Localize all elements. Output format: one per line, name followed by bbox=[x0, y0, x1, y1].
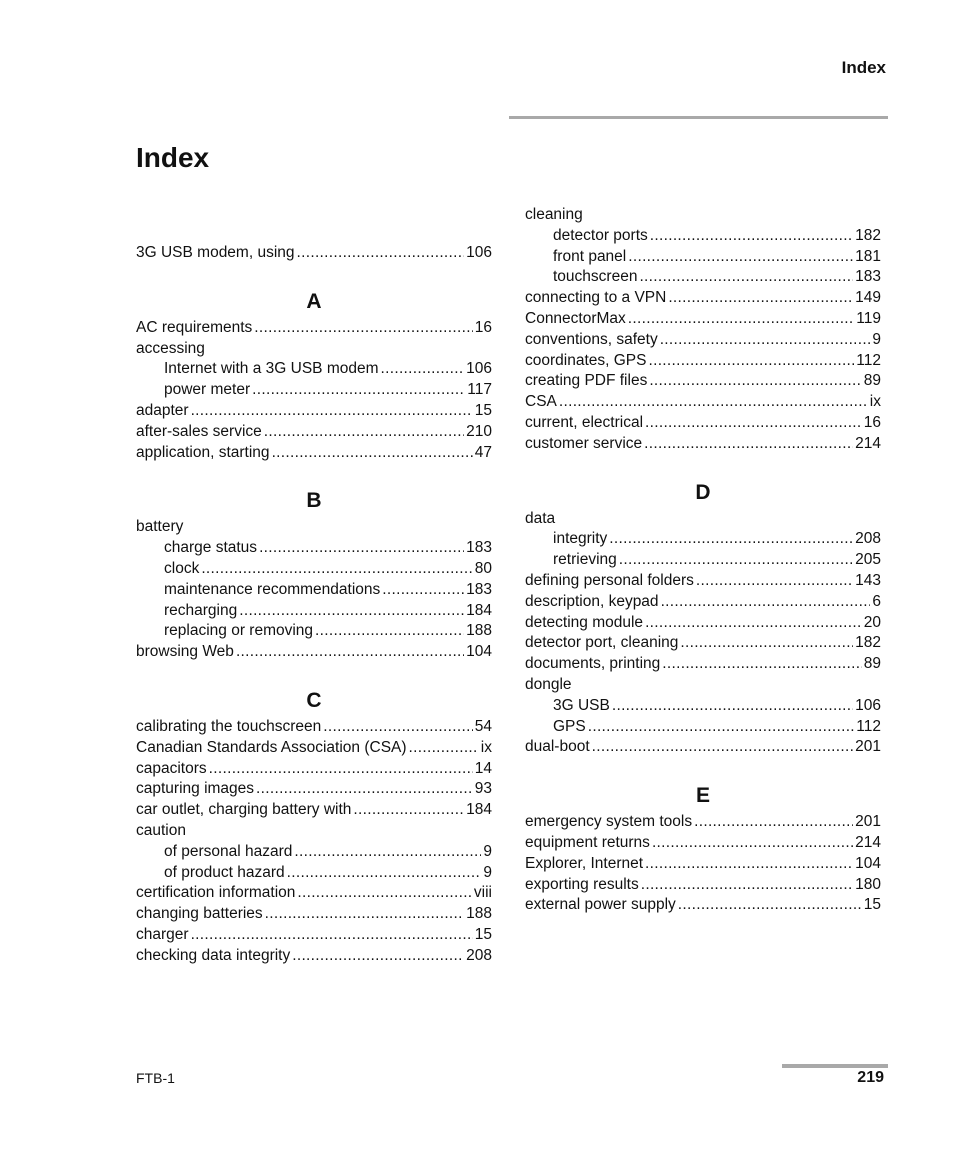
page-reference: ix bbox=[869, 393, 881, 411]
index-term: maintenance recommendations bbox=[164, 580, 381, 598]
index-term: charge status bbox=[164, 539, 258, 557]
dot-leader bbox=[191, 925, 473, 946]
page-reference: 16 bbox=[863, 413, 881, 431]
index-term: browsing Web bbox=[136, 643, 234, 661]
index-term: car outlet, charging battery with bbox=[136, 801, 352, 819]
index-entry bbox=[525, 654, 881, 675]
index-entry bbox=[136, 243, 492, 264]
dot-leader bbox=[680, 633, 853, 654]
index-entry bbox=[525, 592, 881, 613]
page-reference: 184 bbox=[466, 601, 492, 619]
index-term: clock bbox=[164, 559, 200, 577]
index-entry bbox=[136, 946, 492, 967]
index-subentry bbox=[525, 550, 881, 571]
index-term: capacitors bbox=[136, 759, 207, 777]
page-reference: 208 bbox=[466, 946, 492, 964]
page-reference: 183 bbox=[855, 268, 881, 286]
index-term: power meter bbox=[164, 381, 251, 399]
dot-leader bbox=[294, 842, 481, 863]
index-entry bbox=[136, 717, 492, 738]
dot-leader bbox=[661, 592, 871, 613]
dot-leader bbox=[254, 318, 472, 339]
index-term: calibrating the touchscreen bbox=[136, 717, 322, 735]
index-heading: accessing bbox=[136, 339, 205, 357]
index-term: application, starting bbox=[136, 443, 270, 461]
dot-leader bbox=[239, 601, 464, 622]
index-term: current, electrical bbox=[525, 413, 644, 431]
footer-page-number: 219 bbox=[857, 1069, 884, 1086]
index-subentry bbox=[136, 863, 492, 884]
page-reference: 201 bbox=[855, 813, 881, 831]
index-entry bbox=[525, 371, 881, 392]
index-term: Internet with a 3G USB modem bbox=[164, 360, 379, 378]
index-entry bbox=[525, 309, 881, 330]
index-term: documents, printing bbox=[525, 655, 661, 673]
index-entry bbox=[525, 413, 881, 434]
page-reference: 106 bbox=[466, 244, 492, 261]
header-rule bbox=[509, 116, 888, 119]
index-entry bbox=[525, 875, 881, 896]
dot-leader bbox=[641, 875, 853, 896]
page-reference: 54 bbox=[474, 717, 492, 735]
dot-leader bbox=[678, 895, 862, 916]
index-entry bbox=[136, 904, 492, 925]
index-term: customer service bbox=[525, 434, 643, 452]
page-reference: 15 bbox=[474, 925, 492, 943]
index-term: changing batteries bbox=[136, 905, 263, 923]
index-section-letter: A bbox=[306, 289, 322, 313]
dot-leader bbox=[612, 696, 853, 717]
page-reference: 184 bbox=[466, 801, 492, 819]
dot-leader bbox=[292, 946, 464, 967]
index-entry bbox=[525, 833, 881, 854]
page-reference: 112 bbox=[856, 717, 881, 735]
index-term: charger bbox=[136, 925, 189, 943]
index-entry bbox=[525, 633, 881, 654]
page-reference: 188 bbox=[466, 622, 492, 640]
index-column-left bbox=[136, 243, 492, 967]
index-heading: dongle bbox=[525, 675, 572, 693]
index-entry bbox=[136, 759, 492, 780]
dot-leader bbox=[236, 642, 464, 663]
index-subentry bbox=[136, 559, 492, 580]
index-term: checking data integrity bbox=[136, 946, 291, 964]
index-term: connecting to a VPN bbox=[525, 289, 667, 307]
page-reference: 208 bbox=[855, 530, 881, 548]
index-term: 3G USB bbox=[553, 696, 610, 714]
dot-leader bbox=[639, 267, 853, 288]
page-reference: 9 bbox=[483, 842, 492, 860]
index-subentry bbox=[525, 226, 881, 247]
index-term: Explorer, Internet bbox=[525, 854, 644, 872]
index-entry bbox=[136, 318, 492, 339]
dot-leader bbox=[696, 571, 853, 592]
index-term: ConnectorMax bbox=[525, 309, 626, 327]
index-entry bbox=[525, 812, 881, 833]
index-subentry bbox=[525, 696, 881, 717]
index-term: creating PDF files bbox=[525, 372, 648, 390]
index-term: of personal hazard bbox=[164, 842, 293, 860]
index-term: coordinates, GPS bbox=[525, 351, 647, 369]
page-reference: 9 bbox=[872, 330, 881, 348]
index-term: conventions, safety bbox=[525, 330, 658, 348]
index-section-letter: C bbox=[306, 688, 322, 712]
dot-leader bbox=[287, 863, 482, 884]
page-reference: 143 bbox=[855, 571, 881, 589]
page-reference: 181 bbox=[855, 247, 881, 265]
index-entry bbox=[136, 883, 492, 904]
index-term: 3G USB modem, using bbox=[136, 244, 295, 261]
index-subentry bbox=[136, 621, 492, 642]
index-term: detecting module bbox=[525, 613, 644, 631]
index-subentry bbox=[525, 267, 881, 288]
dot-leader bbox=[256, 779, 473, 800]
dot-leader bbox=[297, 243, 465, 264]
page-reference: 9 bbox=[483, 863, 492, 881]
page-reference: 80 bbox=[474, 559, 492, 577]
page-reference: 180 bbox=[855, 875, 881, 893]
index-entry bbox=[525, 895, 881, 916]
footer-rule bbox=[782, 1064, 888, 1068]
index-subentry bbox=[136, 538, 492, 559]
index-term: defining personal folders bbox=[525, 571, 694, 589]
dot-leader bbox=[209, 759, 473, 780]
page-reference: 117 bbox=[467, 381, 492, 399]
dot-leader bbox=[588, 717, 855, 738]
index-term: AC requirements bbox=[136, 318, 253, 336]
dot-leader bbox=[264, 422, 464, 443]
index-entry bbox=[136, 779, 492, 800]
dot-leader bbox=[645, 613, 862, 634]
index-term: exporting results bbox=[525, 875, 639, 893]
dot-leader bbox=[660, 330, 871, 351]
page-reference: 93 bbox=[474, 780, 492, 798]
page-reference: 15 bbox=[474, 401, 492, 419]
index-term: of product hazard bbox=[164, 863, 285, 881]
dot-leader bbox=[381, 359, 465, 380]
index-term: adapter bbox=[136, 401, 189, 419]
dot-leader bbox=[409, 738, 479, 759]
index-subentry bbox=[136, 359, 492, 380]
index-section-letter: E bbox=[695, 784, 710, 808]
page-reference: 104 bbox=[855, 854, 881, 872]
index-term: dual-boot bbox=[525, 738, 590, 756]
index-entry bbox=[136, 925, 492, 946]
dot-leader bbox=[559, 392, 868, 413]
index-term: external power supply bbox=[525, 896, 676, 914]
index-subentry bbox=[136, 580, 492, 601]
page-reference: 16 bbox=[474, 318, 492, 336]
page-title: Index bbox=[136, 142, 210, 173]
index-term: detector ports bbox=[553, 226, 648, 244]
index-column-right bbox=[525, 205, 881, 916]
index-term: GPS bbox=[553, 717, 586, 735]
page-reference: 182 bbox=[855, 226, 881, 244]
page-reference: 106 bbox=[855, 696, 881, 714]
page-reference: 182 bbox=[855, 634, 881, 652]
dot-leader bbox=[592, 737, 853, 758]
index-entry bbox=[136, 642, 492, 663]
index-entry bbox=[525, 571, 881, 592]
index-term: touchscreen bbox=[553, 268, 638, 286]
dot-leader bbox=[323, 717, 472, 738]
page-reference: viii bbox=[473, 884, 492, 902]
index-entry bbox=[136, 401, 492, 422]
page-reference: 89 bbox=[863, 655, 881, 673]
page-reference: 6 bbox=[872, 592, 881, 610]
index-heading: cleaning bbox=[525, 206, 583, 223]
footer-product: FTB-1 bbox=[136, 1070, 175, 1086]
index-entry bbox=[525, 288, 881, 309]
page-reference: 183 bbox=[466, 580, 492, 598]
dot-leader bbox=[382, 580, 464, 601]
dot-leader bbox=[644, 434, 853, 455]
page-reference: 14 bbox=[474, 759, 492, 777]
dot-leader bbox=[652, 833, 853, 854]
index-term: Canadian Standards Association (CSA) bbox=[136, 738, 407, 756]
page-reference: 20 bbox=[863, 613, 881, 631]
index-heading: battery bbox=[136, 518, 184, 536]
index-term: capturing images bbox=[136, 780, 255, 798]
dot-leader bbox=[619, 550, 853, 571]
dot-leader bbox=[297, 883, 472, 904]
index-term: certification information bbox=[136, 884, 296, 902]
index-entry bbox=[525, 351, 881, 372]
dot-leader bbox=[649, 371, 861, 392]
page-reference: 15 bbox=[863, 896, 881, 914]
page-reference: 210 bbox=[466, 422, 492, 440]
index-term: detector port, cleaning bbox=[525, 634, 679, 652]
dot-leader bbox=[609, 529, 853, 550]
index-term: retrieving bbox=[553, 551, 617, 569]
index-term: equipment returns bbox=[525, 833, 650, 851]
page-reference: 112 bbox=[856, 351, 881, 369]
page-reference: 183 bbox=[466, 539, 492, 557]
index-entry bbox=[136, 443, 492, 464]
dot-leader bbox=[668, 288, 853, 309]
index-heading: caution bbox=[136, 821, 186, 839]
dot-leader bbox=[272, 443, 473, 464]
dot-leader bbox=[662, 654, 861, 675]
index-term: CSA bbox=[525, 393, 557, 411]
index-entry bbox=[525, 392, 881, 413]
dot-leader bbox=[259, 538, 464, 559]
index-term: recharging bbox=[164, 601, 238, 619]
dot-leader bbox=[645, 854, 853, 875]
dot-leader bbox=[645, 413, 862, 434]
page-reference: 47 bbox=[474, 443, 492, 461]
dot-leader bbox=[252, 380, 465, 401]
dot-leader bbox=[648, 351, 854, 372]
index-entry bbox=[136, 800, 492, 821]
index-subentry bbox=[136, 842, 492, 863]
page-reference: 149 bbox=[855, 289, 881, 307]
page-reference: 205 bbox=[855, 551, 881, 569]
running-header: Index bbox=[841, 58, 886, 77]
index-term: front panel bbox=[553, 247, 627, 265]
index-heading: data bbox=[525, 509, 556, 527]
page-reference: 104 bbox=[466, 643, 492, 661]
index-term: integrity bbox=[553, 530, 608, 548]
dot-leader bbox=[191, 401, 473, 422]
dot-leader bbox=[628, 247, 853, 268]
index-term: replacing or removing bbox=[164, 622, 314, 640]
index-entry bbox=[136, 738, 492, 759]
index-term: emergency system tools bbox=[525, 813, 693, 831]
index-entry bbox=[525, 434, 881, 455]
page-reference: 201 bbox=[855, 738, 881, 756]
dot-leader bbox=[265, 904, 464, 925]
dot-leader bbox=[353, 800, 464, 821]
page-reference: 89 bbox=[863, 372, 881, 390]
index-subentry bbox=[525, 247, 881, 268]
dot-leader bbox=[201, 559, 472, 580]
page-reference: 188 bbox=[466, 905, 492, 923]
index-entry bbox=[525, 737, 881, 758]
index-entry bbox=[525, 854, 881, 875]
dot-leader bbox=[694, 812, 853, 833]
index-entry bbox=[525, 330, 881, 351]
page-reference: 214 bbox=[855, 833, 881, 851]
index-term: after-sales service bbox=[136, 422, 262, 440]
dot-leader bbox=[628, 309, 854, 330]
index-entry bbox=[525, 613, 881, 634]
page-reference: 119 bbox=[856, 309, 881, 327]
page-reference: 106 bbox=[466, 360, 492, 378]
index-subentry bbox=[136, 380, 492, 401]
index-subentry bbox=[525, 717, 881, 738]
page-reference: ix bbox=[480, 738, 492, 756]
index-entry bbox=[136, 422, 492, 443]
index-subentry bbox=[525, 529, 881, 550]
index-subentry bbox=[136, 601, 492, 622]
index-section-letter: D bbox=[695, 480, 711, 504]
dot-leader bbox=[315, 621, 464, 642]
index-term: description, keypad bbox=[525, 592, 659, 610]
dot-leader bbox=[650, 226, 853, 247]
index-section-letter: B bbox=[306, 489, 322, 513]
page-reference: 214 bbox=[855, 434, 881, 452]
